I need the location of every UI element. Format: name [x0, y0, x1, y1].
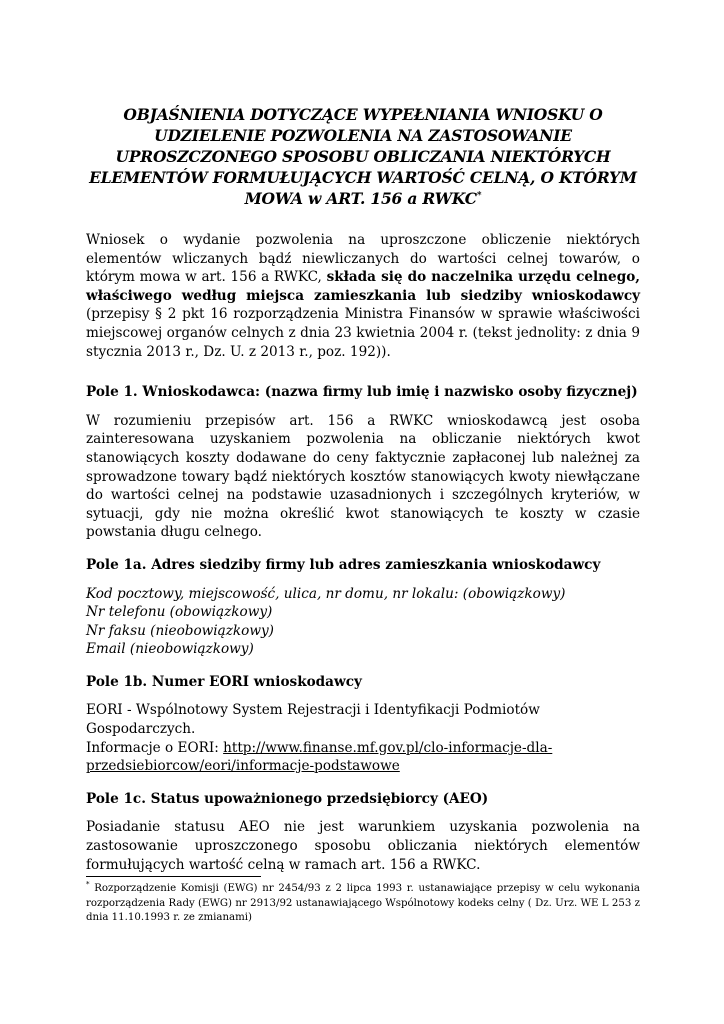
- pole1-heading: Pole 1. Wnioskodawca: (nazwa firmy lub imię i nazwisko osoby fizycznej): [86, 384, 638, 401]
- pole1b-body: [86, 701, 640, 775]
- pole1a-line: Kod pocztowy, miejscowość, ulica, nr domu, nr lokalu: (obowiązkowy): [86, 585, 566, 602]
- pole1b-line2: [86, 739, 640, 776]
- eori-link-continuation[interactable]: przedsiebiorcow/eori/informacje-podstawowe: [86, 758, 400, 775]
- footnote-separator: [86, 876, 261, 877]
- title-text: OBJAŚNIENIA DOTYCZĄCE WYPEŁNIANIA WNIOSKU O UDZIELENIE POZWOLENIA NA ZASTOSOWANIE UPROSZCZONEGO SPOSOBU OBLICZANIA NIEKTÓRYCH ELEMENTÓW FORMUŁUJĄCYCH WARTOŚĆ CELNĄ, O KTÓRYM MOWA w ART. 156 a RWKC: [89, 105, 637, 208]
- footnote-marker: *: [86, 880, 90, 889]
- pole1a-line: Nr telefonu (obowiązkowy): [86, 604, 273, 621]
- pole1c-heading: Pole 1c. Status upoważnionego przedsiębiorcy (AEO): [86, 790, 489, 807]
- pole1b-heading: Pole 1b. Numer EORI wnioskodawcy: [86, 673, 362, 690]
- intro-bold: składa się do naczelnika urzędu celnego, właściwego według miejsca zamieszkania lub siedziby wnioskodawcy: [86, 269, 640, 304]
- pole1c-text: Posiadanie statusu AEO nie jest warunkiem uzyskania pozwolenia na zastosowanie uproszczonego sposobu obliczania niektórych elementów formułujących wartość celną w ramach art. 156 a RWKC.: [86, 819, 640, 873]
- footnote-text: Rozporządzenie Komisji (EWG) nr 2454/93 z 2 lipca 1993 r. ustanawiające przepisy w celu wykonania rozporządzenia Rady (EWG) nr 2913/92 ustanawiającego Wspólnotowy kodeks celny ( Dz. Urz. WE L 253 z dnia 11.10.1993 r. ze zmianami): [86, 883, 640, 923]
- document-page: [86, 104, 640, 888]
- pole1b-line1: EORI - Wspólnotowy System Rejestracji i Identyfikacji Podmiotów Gospodarczych.: [86, 702, 540, 738]
- pole1a-line: Email (nieobowiązkowy): [86, 641, 254, 658]
- eori-link[interactable]: http://www.finanse.mf.gov.pl/clo-informacje-dla-: [223, 739, 553, 756]
- footnote: [86, 882, 640, 926]
- pole1a-heading: Pole 1a. Adres siedziby firmy lub adres zamieszkania wnioskodawcy: [86, 556, 601, 573]
- intro-part1: Wniosek o wydanie pozwolenia na uproszczone obliczenie niektórych elementów wliczanych bądź niewliczanych do wartości celnej towarów, o którym mowa w art. 156 a RWKC,: [86, 232, 640, 286]
- pole1b-line2-prefix: Informacje o EORI:: [86, 739, 224, 756]
- intro-paragraph: [86, 231, 640, 361]
- title-footnote-marker: *: [476, 190, 482, 201]
- document-title: [86, 104, 640, 209]
- pole1-text: W rozumieniu przepisów art. 156 a RWKC wnioskodawcą jest osoba zainteresowana uzyskaniem pozwolenia na obliczanie niektórych kwot stanowiących koszty dodawane do ceny faktycznie zapłaconej lub należnej za sprowadzone towary bądź niektórych kosztów stanowiących kwoty niewłączane do wartości celnej na podstawie uzasadnionych i szczególnych kryteriów, w sytuacji, gdy nie można określić kwot stanowiących te koszty w czasie powstania długu celnego.: [86, 412, 640, 541]
- pole1a-lines: [86, 585, 640, 659]
- intro-part2: (przepisy § 2 pkt 16 rozporządzenia Ministra Finansów w sprawie właściwości miejscowej organów celnych z dnia 23 kwietnia 2004 r. (tekst jednolity: z dnia 9 stycznia 2013 r., Dz. U. z 2013 r., poz. 192)).: [86, 306, 640, 360]
- pole1a-line: Nr faksu (nieobowiązkowy): [86, 622, 274, 639]
